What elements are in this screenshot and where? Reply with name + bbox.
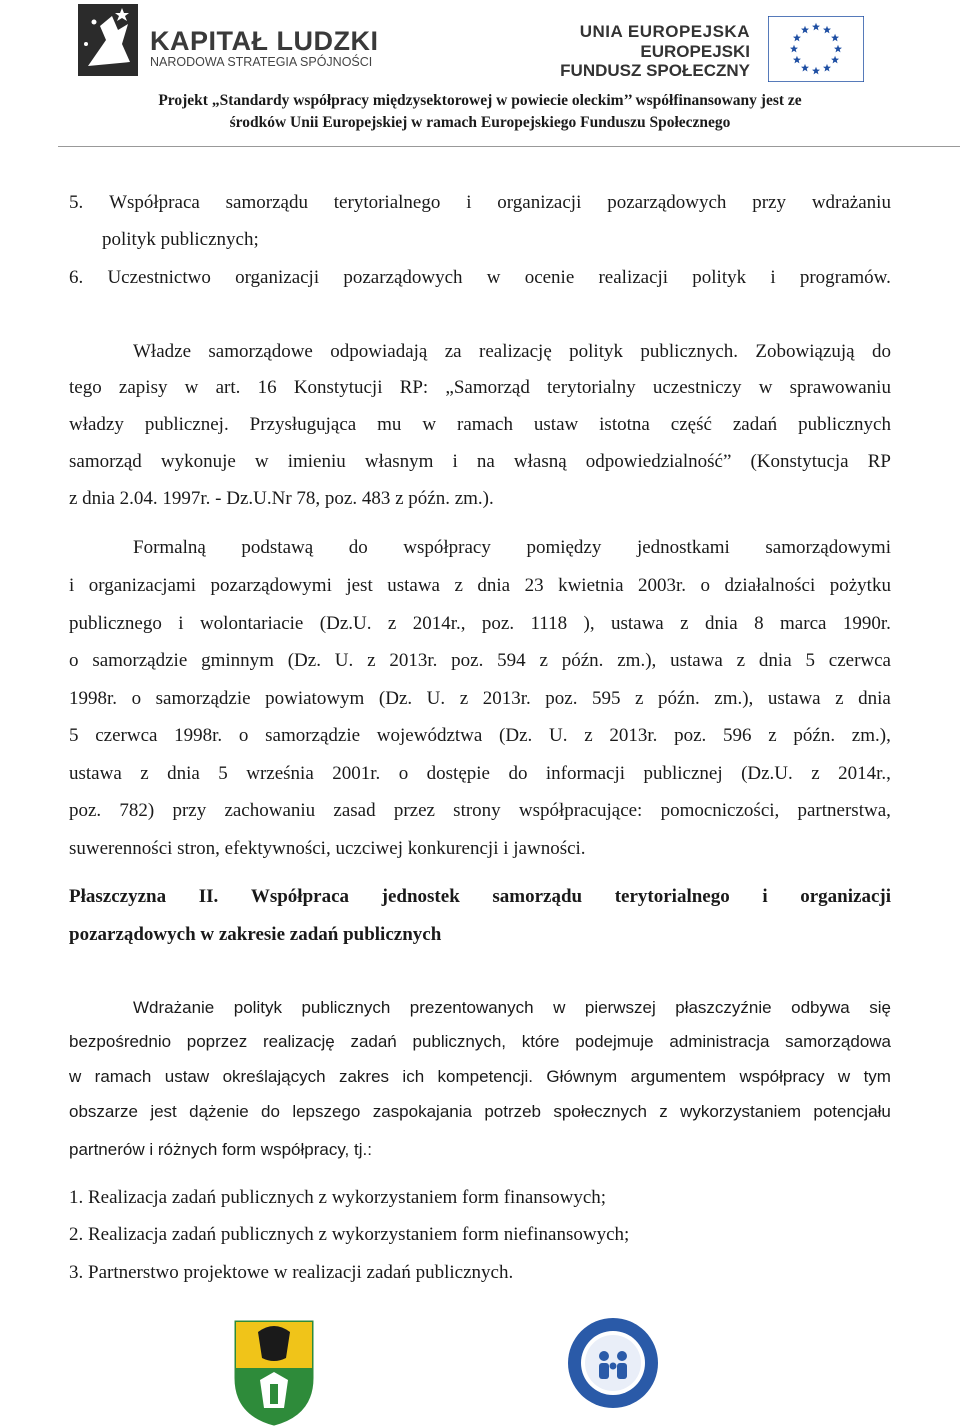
word: do — [261, 1102, 280, 1121]
word: 1998r. — [174, 725, 223, 746]
word: przez — [393, 800, 435, 821]
word: podstawą — [241, 537, 314, 558]
word: mu — [377, 414, 402, 435]
word: płaszczyźnie — [675, 998, 772, 1017]
word: się — [869, 998, 891, 1017]
word: własną — [513, 451, 567, 472]
word: września — [246, 763, 314, 784]
word: zachowaniu — [224, 800, 316, 821]
word: 2003r. — [638, 575, 687, 596]
word: w — [553, 998, 566, 1017]
word: 1118 — [530, 613, 568, 634]
para2-line — [69, 651, 891, 670]
list-item-6 — [69, 268, 891, 287]
word: pozarządowych — [607, 192, 727, 213]
word: tego — [69, 377, 102, 398]
word: w — [422, 414, 437, 435]
word: w — [184, 377, 199, 398]
word: II. — [198, 886, 219, 907]
word: i — [770, 267, 776, 288]
word: na — [476, 451, 495, 472]
word: zm.), — [617, 650, 657, 671]
word: publicznych. — [640, 341, 738, 362]
word: (Konstytucja — [750, 451, 849, 472]
para2-line — [69, 726, 891, 745]
ue-text-block — [560, 22, 750, 81]
word: 2001r. — [332, 763, 381, 784]
word: z — [367, 650, 376, 671]
word: odpowiadają — [330, 341, 428, 362]
word: 594 — [497, 650, 526, 671]
word: 595 — [592, 688, 621, 709]
word: organizacji — [497, 192, 582, 213]
word: obszarze — [69, 1102, 138, 1121]
kl-subtitle: NARODOWA STRATEGIA SPÓJNOŚCI — [150, 55, 373, 69]
word: dnia — [758, 650, 792, 671]
word: zadań — [350, 1032, 397, 1051]
word: imieniu — [287, 451, 346, 472]
word: z — [835, 688, 844, 709]
word: poz. — [674, 725, 707, 746]
para1-line — [133, 342, 891, 361]
word: i — [466, 192, 472, 213]
word: samorządu — [225, 192, 308, 213]
word: Formalną — [133, 537, 206, 558]
word: 2014r., — [412, 613, 466, 634]
county-crest-icon — [230, 1318, 318, 1426]
word: podejmuje — [575, 1032, 654, 1051]
ue-line-2: EUROPEJSKI — [640, 41, 750, 61]
word: publicznej. — [144, 414, 229, 435]
word: partnerstwa, — [797, 800, 891, 821]
word: realizację — [479, 341, 552, 362]
word: samorządu — [492, 886, 583, 907]
word: terytorialnego — [333, 192, 441, 213]
para2-line: suwerenności stron, efektywności, uczciwej konkurencji i jawności. — [69, 838, 586, 859]
word: z — [459, 688, 469, 709]
word: wykorzystaniem — [680, 1102, 802, 1121]
word: informacji — [545, 763, 626, 784]
word: (Dz.U. — [319, 613, 372, 634]
word: w — [486, 267, 501, 288]
word: 6. — [69, 267, 84, 288]
word: 5 — [218, 763, 228, 784]
word: poprzez — [186, 1032, 248, 1051]
word: Władze — [133, 341, 192, 362]
word: do — [871, 341, 891, 362]
para3-line: partnerów i różnych form współpracy, tj.: — [69, 1140, 372, 1159]
word: U. — [426, 688, 446, 709]
word: późn. — [793, 725, 836, 746]
word: z — [539, 650, 548, 671]
word: 2013r. — [482, 688, 531, 709]
word: samorządzie — [265, 725, 361, 746]
word: kwietnia — [558, 575, 624, 596]
word: Uczestnictwo — [107, 267, 211, 288]
word: pozarządowych — [343, 267, 463, 288]
eu-flag-icon — [768, 16, 864, 82]
section-heading-line-1 — [69, 887, 891, 906]
ue-line-3: FUNDUSZ SPOŁECZNY — [560, 61, 750, 81]
word: z — [387, 613, 397, 634]
word: zakres — [338, 1067, 390, 1086]
word: dążenie — [189, 1102, 249, 1121]
word: RP — [867, 451, 891, 472]
word: ustaw — [164, 1067, 210, 1086]
word: zaspokajania — [372, 1102, 472, 1121]
word: samorządzie — [155, 688, 251, 709]
word: organizacji — [235, 267, 320, 288]
word: wolontariacie — [199, 613, 304, 634]
list-item-5-line-1 — [69, 193, 891, 212]
word: RP: — [399, 377, 429, 398]
word: powiatowym — [265, 688, 365, 709]
word: i — [762, 886, 768, 907]
word: o — [238, 725, 249, 746]
list-bottom-item-3: 3. Partnerstwo projektowe w realizacji zadań publicznych. — [69, 1262, 514, 1283]
word: z — [768, 725, 777, 746]
word: odpowiedzialność” — [585, 451, 732, 472]
word: kompetencji. — [437, 1067, 533, 1086]
word: polityk — [233, 998, 282, 1017]
word: społecznych — [553, 1102, 647, 1121]
kapital-ludzki-logo-icon — [78, 4, 138, 76]
word: argumentem — [630, 1067, 727, 1086]
word: zm.), — [851, 725, 891, 746]
word: współpracujące: — [518, 800, 643, 821]
word: i — [178, 613, 184, 634]
word: zapisy — [118, 377, 168, 398]
header-divider — [58, 146, 960, 147]
word: w — [758, 377, 773, 398]
para1-line: z dnia 2.04. 1997r. - Dz.U.Nr 78, poz. 483 z późn. zm.). — [69, 488, 494, 509]
word: samorządowe — [208, 341, 313, 362]
para3-line — [133, 999, 891, 1016]
word: zm.), — [714, 688, 754, 709]
word: ustawa — [767, 688, 821, 709]
seal-logo-icon — [566, 1316, 660, 1410]
word: współpracy — [739, 1067, 825, 1086]
word: 2013r. — [389, 650, 438, 671]
word: prezentowanych — [409, 998, 534, 1017]
word: publicznej — [643, 763, 723, 784]
word: współpracy — [403, 537, 491, 558]
word: do — [348, 537, 368, 558]
word: dnia — [477, 575, 511, 596]
word: dnia — [167, 763, 200, 784]
word: publicznych, — [412, 1032, 507, 1051]
project-line-2: środków Unii Europejskiej w ramach Europejskiego Funduszu Społecznego — [229, 114, 731, 131]
word: jednostek — [381, 886, 460, 907]
word: U. — [334, 650, 354, 671]
para3-line — [69, 1103, 891, 1120]
word: ustawa — [670, 650, 723, 671]
word: programów. — [799, 267, 891, 288]
word: z — [736, 650, 746, 671]
word: marca — [780, 613, 827, 634]
word: z — [454, 575, 463, 596]
kl-title: KAPITAŁ LUDZKI — [150, 26, 379, 56]
word: (Dz. — [499, 725, 533, 746]
word: art. — [215, 377, 241, 398]
ue-line-1: UNIA EUROPEJSKA — [579, 22, 750, 41]
word: 5 — [69, 725, 79, 746]
list-item-5-line-2: polityk publicznych; — [102, 229, 259, 250]
word: które — [521, 1032, 560, 1051]
word: jest — [346, 575, 373, 596]
para2-line — [69, 801, 891, 820]
word: Konstytucji — [293, 377, 383, 398]
word: samorządowa — [785, 1032, 891, 1051]
word: samorządzie — [92, 650, 188, 671]
word: ustaw — [533, 414, 579, 435]
word: (Dz.U. — [741, 763, 793, 784]
para2-line — [69, 764, 891, 783]
word: pomiędzy — [526, 537, 602, 558]
word: polityk — [569, 341, 623, 362]
word: ocenie — [524, 267, 575, 288]
word: realizacji — [598, 267, 669, 288]
word: o — [398, 763, 409, 784]
word: Wdrażanie — [133, 998, 215, 1017]
para2-line — [69, 689, 891, 708]
list-bottom-item-1: 1. Realizacja zadań publicznych z wykorzystaniem form finansowych; — [69, 1187, 607, 1208]
word: samorząd — [69, 451, 142, 472]
word: z — [140, 763, 149, 784]
word: z — [584, 725, 593, 746]
word: lepszego — [292, 1102, 361, 1121]
word: jest — [150, 1102, 177, 1121]
word: 8 — [754, 613, 764, 634]
word: bezpośrednio — [69, 1032, 172, 1051]
para2-line — [69, 614, 891, 633]
word: w — [69, 1067, 82, 1086]
word: terytorialnego — [614, 886, 730, 907]
word: 23 — [524, 575, 544, 596]
word: publicznych — [798, 414, 891, 435]
word: 1998r. — [69, 688, 118, 709]
para2-line — [69, 576, 891, 595]
word: władzy — [69, 414, 124, 435]
word: Współpraca — [250, 886, 350, 907]
word: dostępie — [426, 763, 490, 784]
word: z — [811, 763, 820, 784]
word: do — [508, 763, 528, 784]
word: przy — [172, 800, 207, 821]
word: wykonuje — [160, 451, 236, 472]
word: „Samorząd — [445, 377, 530, 398]
word: gminnym — [201, 650, 274, 671]
project-line-1: Projekt „Standardy współpracy międzysektorowej w powiecie oleckim’’ współfinansowany jest ze — [158, 92, 802, 109]
para3-line — [69, 1033, 891, 1050]
word: dnia — [858, 688, 891, 709]
word: uczestniczy — [652, 377, 742, 398]
word: ich — [402, 1067, 425, 1086]
word: Przysługująca — [249, 414, 357, 435]
para2-line — [133, 538, 891, 557]
word: późn. — [561, 650, 604, 671]
word: własnym — [364, 451, 434, 472]
word: z — [659, 1102, 668, 1121]
word: działalności — [724, 575, 816, 596]
word: przy — [752, 192, 786, 213]
word: ramach — [457, 414, 513, 435]
word: administracja — [669, 1032, 770, 1051]
word: (Dz. — [287, 650, 321, 671]
word: organizacjami — [88, 575, 197, 596]
word: o — [131, 688, 142, 709]
word: Głównym — [546, 1067, 618, 1086]
word: Płaszczyzna — [69, 886, 167, 907]
word: ustawa — [387, 575, 440, 596]
word: organizacji — [800, 886, 891, 907]
word: potencjału — [813, 1102, 891, 1121]
word: 5. — [69, 192, 84, 213]
word: i — [69, 575, 75, 596]
word: publicznych — [301, 998, 391, 1017]
word: terytorialny — [547, 377, 636, 398]
word: Zobowiązują — [755, 341, 855, 362]
word: późn. — [658, 688, 700, 709]
word: o — [700, 575, 711, 596]
word: z — [680, 613, 689, 634]
word: strony — [453, 800, 501, 821]
word: zadań — [732, 414, 778, 435]
word: pierwszej — [584, 998, 656, 1017]
word: 5 — [805, 650, 815, 671]
word: ustawa — [610, 613, 664, 634]
word: określających — [222, 1067, 326, 1086]
word: ustawa — [69, 763, 122, 784]
word: ), — [583, 613, 595, 634]
word: poz. — [545, 688, 578, 709]
word: 596 — [723, 725, 752, 746]
word: pozarządowymi — [210, 575, 332, 596]
para1-line — [69, 415, 891, 434]
word: 16 — [257, 377, 277, 398]
word: jednostkami — [636, 537, 730, 558]
list-bottom-item-2: 2. Realizacja zadań publicznych z wykorzystaniem form niefinansowych; — [69, 1224, 630, 1245]
section-heading-line-2: pozarządowych w zakresie zadań publicznych — [69, 924, 442, 945]
word: poz. — [481, 613, 515, 634]
word: pożytku — [829, 575, 891, 596]
word: poz. — [69, 800, 102, 821]
word: 2014r., — [838, 763, 891, 784]
word: istotna — [599, 414, 650, 435]
word: czerwca — [95, 725, 158, 746]
word: w — [837, 1067, 851, 1086]
word: wdrażaniu — [811, 192, 891, 213]
word: 1990r. — [842, 613, 891, 634]
word: odbywa — [791, 998, 850, 1017]
word: ramach — [94, 1067, 152, 1086]
word: część — [670, 414, 712, 435]
word: U. — [549, 725, 568, 746]
word: (Dz. — [378, 688, 413, 709]
word: Współpraca — [109, 192, 200, 213]
word: o — [69, 650, 79, 671]
word: czerwca — [828, 650, 891, 671]
word: w — [254, 451, 269, 472]
word: za — [444, 341, 462, 362]
word: 782) — [119, 800, 155, 821]
word: i — [452, 451, 458, 472]
word: pomocniczości, — [660, 800, 780, 821]
word: dnia — [705, 613, 738, 634]
word: 2013r. — [609, 725, 658, 746]
word: potrzeb — [484, 1102, 542, 1121]
word: realizację — [262, 1032, 335, 1051]
word: samorządowymi — [765, 537, 891, 558]
word: publicznego — [69, 613, 162, 634]
page-header — [0, 0, 960, 155]
word: polityk — [692, 267, 747, 288]
word: zasad — [333, 800, 376, 821]
word: poz. — [451, 650, 484, 671]
word: województwa — [376, 725, 483, 746]
para1-line — [69, 378, 891, 397]
word: sprawowaniu — [789, 377, 891, 398]
word: z — [635, 688, 644, 709]
para1-line — [69, 452, 891, 471]
para3-line — [69, 1068, 891, 1085]
word: tym — [863, 1067, 891, 1086]
